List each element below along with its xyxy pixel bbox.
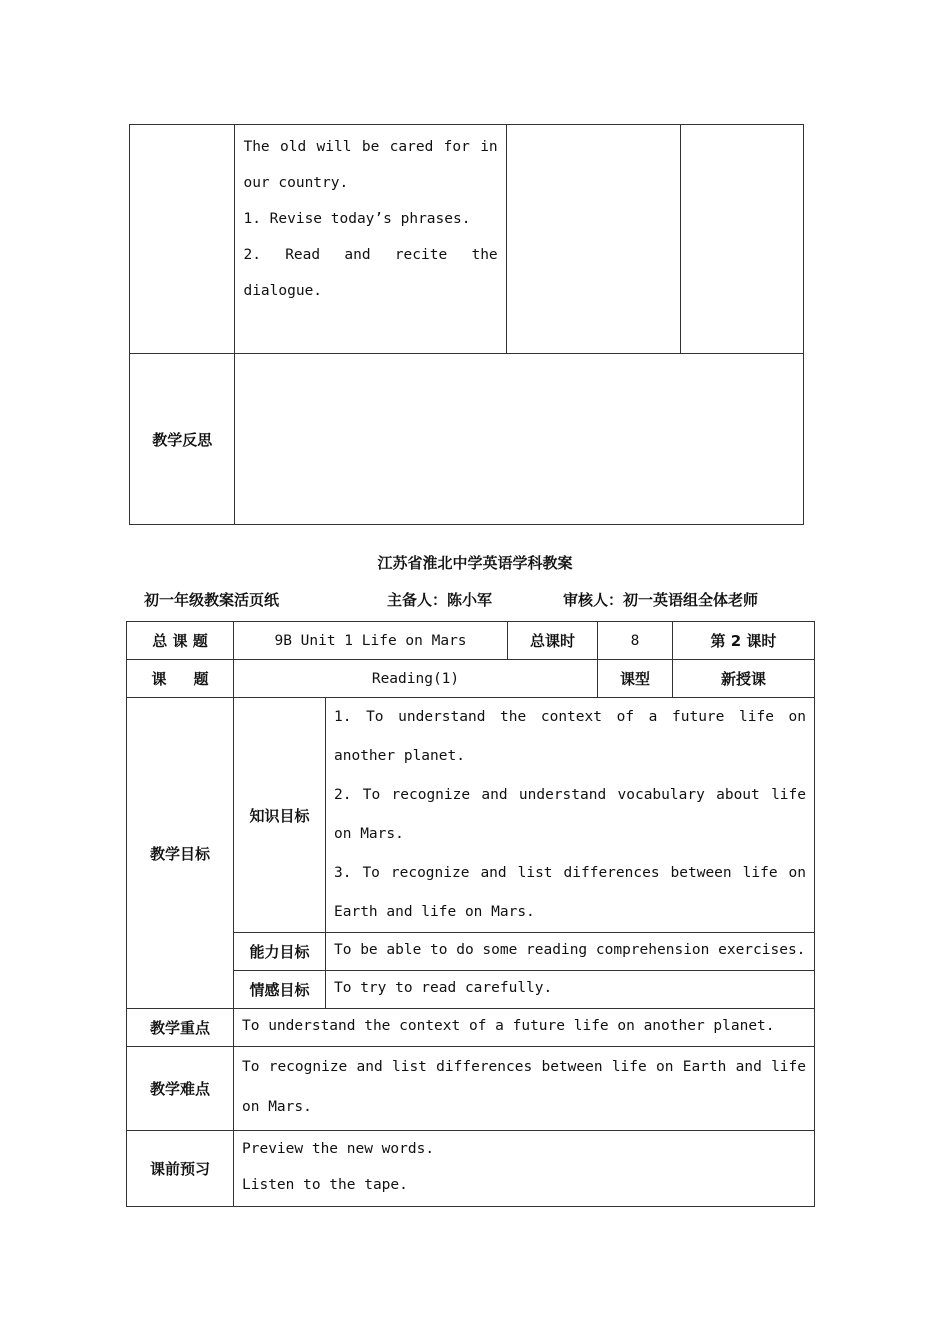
ability-objective: To be able to do some reading comprehension exercises. — [326, 933, 815, 971]
knowledge-label: 知识目标 — [234, 698, 326, 933]
lesson-table — [126, 621, 815, 1207]
procedure-line: 1. Revise today’s phrases. — [243, 211, 471, 227]
reflection-label: 教学反思 — [130, 354, 235, 525]
document-title: 江苏省淮北中学英语学科教案 — [377, 554, 573, 572]
list-item: Preview the new words. — [242, 1141, 435, 1157]
ability-label: 能力目标 — [234, 933, 326, 971]
grade-label: 初一年级教案活页纸 — [144, 591, 280, 609]
empty-cell — [681, 125, 804, 354]
procedure-cell — [235, 125, 506, 354]
empty-cell — [506, 125, 681, 354]
reflection-row — [130, 354, 804, 525]
table-row — [127, 698, 815, 933]
total-hours: 8 — [598, 622, 673, 660]
total-topic-label: 总 课 题 — [127, 622, 234, 660]
type-label: 课型 — [598, 660, 673, 698]
key-point-label: 教学重点 — [127, 1009, 234, 1047]
list-item: 3. To recognize and list differences between life on Earth and life on Mars. — [334, 865, 806, 920]
procedure-line: The old will be cared for in our country. — [243, 139, 498, 191]
difficulty: To recognize and list differences between life on Earth and life on Mars. — [234, 1047, 815, 1131]
list-item: 2. To recognize and understand vocabulary about life on Mars. — [334, 787, 806, 842]
knowledge-objectives — [326, 698, 815, 933]
emotion-objective: To try to read carefully. — [326, 971, 815, 1009]
preview — [234, 1131, 815, 1207]
list-item: Listen to the tape. — [242, 1177, 408, 1193]
total-hours-label: 总课时 — [508, 622, 598, 660]
continuation-table — [129, 124, 804, 525]
empty-cell — [130, 125, 235, 354]
preview-label: 课前预习 — [127, 1131, 234, 1207]
table-row — [127, 1009, 815, 1047]
table-row — [127, 622, 815, 660]
topic: Reading(1) — [234, 660, 598, 698]
procedure-line: 2. Read and recite the dialogue. — [243, 247, 498, 299]
preparer: 主备人：陈小军 — [387, 591, 493, 609]
reflection-content — [235, 354, 804, 525]
procedure-row — [130, 125, 804, 354]
period: 第 2 课时 — [673, 622, 815, 660]
list-item: 1. To understand the context of a future life on another planet. — [334, 709, 806, 764]
reviewer: 审核人：初一英语组全体老师 — [563, 591, 759, 609]
table-row — [127, 660, 815, 698]
topic-label: 课 题 — [127, 660, 234, 698]
table-row — [127, 1047, 815, 1131]
type: 新授课 — [673, 660, 815, 698]
key-point: To understand the context of a future life on another planet. — [234, 1009, 815, 1047]
total-topic: 9B Unit 1 Life on Mars — [234, 622, 508, 660]
difficulty-label: 教学难点 — [127, 1047, 234, 1131]
objectives-label: 教学目标 — [127, 698, 234, 1009]
emotion-label: 情感目标 — [234, 971, 326, 1009]
table-row — [127, 1131, 815, 1207]
